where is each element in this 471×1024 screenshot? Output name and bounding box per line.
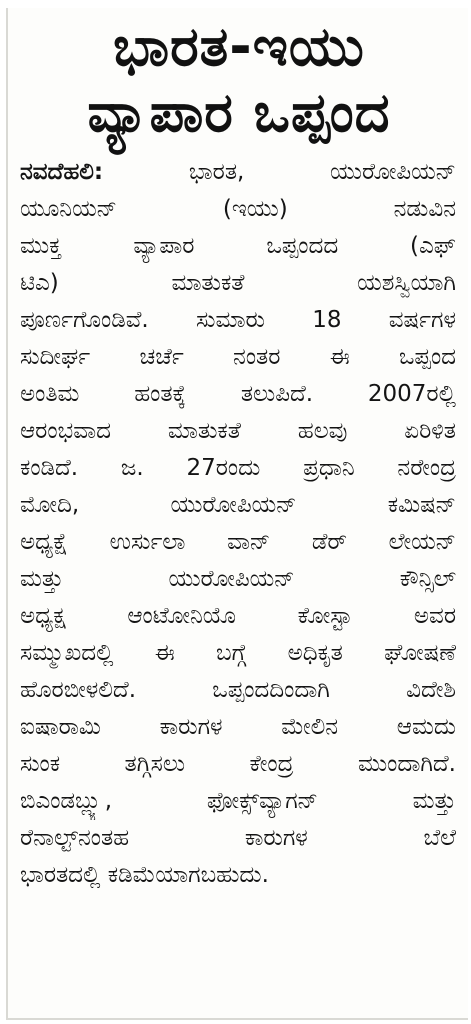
body-line-19: ರೆನಾಲ್ಟ್‌ನಂತಹ ಕಾರುಗಳ ಬೆಲೆ — [20, 825, 456, 851]
headline — [18, 14, 460, 146]
body-line-13: ಅಧ್ಯಕ್ಷ ಆಂಟೋನಿಯೊ ಕೋಸ್ಟಾ ಅವರ — [20, 603, 456, 629]
body-line-1-text: ಭಾರತ, ಯುರೋಪಿಯನ್ — [103, 159, 456, 185]
body-line-4: ಟಿಎ) ಮಾತುಕತೆ ಯಶಸ್ವಿಯಾಗಿ — [20, 270, 456, 296]
news-clipping — [6, 8, 468, 1020]
body-line-5: ಪೂರ್ಣಗೊಂಡಿವೆ. ಸುಮಾರು 18 ವರ್ಷಗಳ — [20, 307, 456, 333]
body-line-14: ಸಮ್ಮುಖದಲ್ಲಿ ಈ ಬಗ್ಗೆ ಅಧಿಕೃತ ಘೋಷಣೆ — [20, 640, 456, 666]
body-line-12: ಮತ್ತು ಯುರೋಪಿಯನ್ ಕೌನ್ಸಿಲ್ — [20, 566, 456, 592]
body-line-11: ಅಧ್ಯಕ್ಷೆ ಉರ್ಸುಲಾ ವಾನ್ ಡೆರ್ ಲೇಯನ್ — [20, 529, 456, 555]
body-line-7: ಅಂತಿಮ ಹಂತಕ್ಕೆ ತಲುಪಿದೆ. 2007ರಲ್ಲಿ — [20, 381, 456, 407]
article-body — [20, 154, 456, 894]
headline-line-2: ವ್ಯಾಪಾರ ಒಪ್ಪಂದ — [87, 81, 391, 144]
body-line-8: ಆರಂಭವಾದ ಮಾತುಕತೆ ಹಲವು ಏರಿಳಿತ — [20, 418, 456, 444]
headline-line-1: ಭಾರತ-ಇಯು — [113, 15, 365, 78]
body-line-20: ಭಾರತದಲ್ಲಿ ಕಡಿಮೆಯಾಗಬಹುದು. — [20, 862, 269, 888]
body-line-6: ಸುದೀರ್ಘ ಚರ್ಚೆ ನಂತರ ಈ ಒಪ್ಪಂದ — [20, 344, 456, 370]
body-line-18: ಬಿಎಂಡಬ್ಲ್ಯು, ಫೋಕ್ಸ್‌ವ್ಯಾಗನ್ ಮತ್ತು — [20, 788, 456, 814]
body-line-3: ಮುಕ್ತ ವ್ಯಾಪಾರ ಒಪ್ಪಂದದ (ಎಫ್ — [20, 233, 456, 259]
body-line-17: ಸುಂಕ ತಗ್ಗಿಸಲು ಕೇಂದ್ರ ಮುಂದಾಗಿದೆ. — [20, 751, 456, 777]
body-line-9: ಕಂಡಿದೆ. ಜ. 27ರಂದು ಪ್ರಧಾನಿ ನರೇಂದ್ರ — [20, 455, 456, 481]
body-line-2: ಯೂನಿಯನ್ (ಇಯು) ನಡುವಿನ — [20, 196, 456, 222]
body-line-15: ಹೊರಬೀಳಲಿದೆ. ಒಪ್ಪಂದದಿಂದಾಗಿ ವಿದೇಶಿ — [20, 677, 456, 703]
body-line-1 — [20, 154, 456, 191]
dateline: ನವದೆಹಲಿ: — [20, 159, 104, 185]
body-line-10: ಮೋದಿ, ಯುರೋಪಿಯನ್ ಕಮಿಷನ್ — [20, 492, 456, 518]
body-line-16: ಐಷಾರಾಮಿ ಕಾರುಗಳ ಮೇಲಿನ ಆಮದು — [20, 714, 456, 740]
